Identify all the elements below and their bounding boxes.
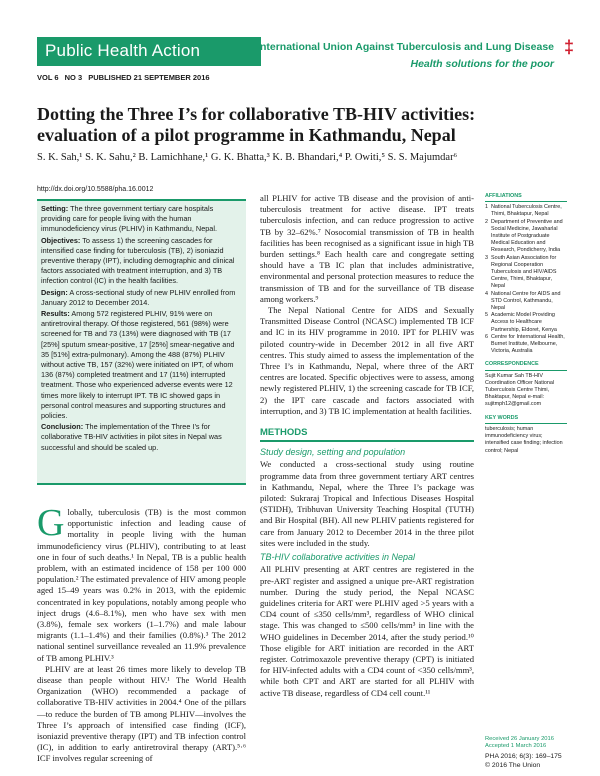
- abstract-box: [37, 199, 246, 485]
- abstract-conclusion: Conclusion: The implementation of the Three I’s for collaborative TB-HIV activities in pilot sites in Nepal was successful and should be scaled up.: [41, 422, 222, 452]
- methods-heading: METHODS: [260, 427, 474, 442]
- affiliation-item: 3 South Asian Association for Regional Cooperation Tuberculosis and HIV/AIDS Centre, Thimi, Bhaktapur, Nepal: [485, 254, 557, 290]
- intro-paragraph-4: The Nepal National Centre for AIDS and Sexually Transmitted Disease Control (NCASC) implemented TB ICF and IC in its HIV programme in 2010. IPT for PLHIV was piloted country-wide in December 2012 in all five ART centres. This study aimed to assess the implementation of the Three I’s in Kathmandu, Nepal, where three of the ART centres are located. Specific objectives were to assess, among newly registered PLHIV, 1) the screening cascade for TB ICF, 2) the IPT care cascade and factors associated with interruption, and 3) TB IC implementation at health facilities.: [260, 305, 474, 416]
- methods-paragraph-1: We conducted a cross-sectional study using routine programme data from three government tertiary ART centres in Kathmandu, Nepal, where the Three I’s package was piloted: Sukraraj Tropical and Infectious Diseases Hospital (STIDH), Tribhuvan University Teaching Hospital (TUTH) and Bir Hospital (BH). All new PLHIV patients registered for care from January 2012 to December 2014 in the three pilot sites were included in the study.: [260, 459, 474, 548]
- accepted-date: Accepted 1 March 2016: [485, 743, 547, 749]
- intro-paragraph-2: PLHIV are at least 26 times more likely to develop TB disease than people without HIV.¹ The World Health Organization (WHO) recommended a package of collaborative TB-HIV activities in 2004.⁴ One of the pillars—to reduce the burden of TB among PLHIV—involves the Three I’s approach of intensified case finding (ICF), isoniazid preventive therapy (IPT) and TB infection control (IC), in addition to early antiretroviral therapy (ART).⁵·⁶ ICF involves regular screening of: [37, 663, 246, 764]
- affiliation-item: 6 Centre for International Health, Burnet Institute, Melbourne, Victoria, Australia: [485, 333, 565, 355]
- copyright: © 2016 The Union: [485, 762, 541, 769]
- volume: VOL 6: [37, 73, 59, 82]
- org-block: [257, 41, 554, 70]
- affiliation-item: 2 Department of Preventive and Social Medicine, Jawaharlal Institute of Postgraduate Medical Education and Research, Pondicherry, India: [485, 218, 563, 254]
- journal-banner: [37, 37, 261, 66]
- keywords-text: tuberculosis; human immunodeficiency virus; intensified case finding; infection control; Nepal: [485, 425, 563, 454]
- abstract-design: Design: A cross-sectional study of new PLHIV enrolled from January 2012 to December 2014.: [41, 287, 236, 307]
- received-date: Received 26 January 2016: [485, 736, 554, 742]
- keywords-heading: KEY WORDS: [485, 415, 567, 424]
- author-list: S. K. Sah,¹ S. K. Sahu,² B. Lamichhane,¹ G. K. Bhatta,³ K. B. Bhandari,⁴ P. Owiti,⁵ S. S. Majumdar⁶: [37, 152, 458, 163]
- doi-link[interactable]: http://dx.doi.org/10.5588/pha.16.0012: [37, 186, 154, 193]
- abstract-objectives: Objectives: To assess 1) the screening cascades for intensified case finding for tuberculosis (TB), 2) isoniazid preventive therapy (IPT), including demographic and clinical factors associated with treatment interruption, and 3) TB infection control (IC) in the health facilities.: [41, 235, 235, 286]
- methods-paragraph-2: All PLHIV presenting at ART centres are registered in the pre-ART register and assigned a unique pre-ART registration number. During the study period, the Nepal NCASC guidelines criteria for ART were PLHIV aged >5 years with a CD4 count of ≤350 cells/mm³, regardless of WHO clinical stage. This was changed to ≤500 cells/mm³ in line with the WHO guidelines in December 2014, after the study period.¹⁰ Those eligible for ART initiation are recorded in the ART register. Cotrimoxazole preventive therapy (CPT) is initiated for HIV-infected adults with a CD4 count of <350 cells/mm³, while both CPT and ART are started for all PLHIV with active TB disease, regardless of CD4 cell count.¹¹: [260, 564, 474, 698]
- issue-number: NO 3: [64, 73, 83, 82]
- correspondence-text: Sujit Kumar Sah TB-HIV Coordination Officer National Tuberculosis Centre Thimi, Bhaktapur, Nepal e-mail: sujitmph12@gmail.com: [485, 372, 555, 408]
- article-title: Dotting the Three I’s for collaborative TB-HIV activities: evaluation of a pilot programme in Kathmandu, Nepal: [37, 104, 476, 145]
- subheading-study-design: Study design, setting and population: [260, 447, 406, 458]
- body-column-left: [37, 502, 246, 765]
- article-footer: [485, 736, 575, 770]
- affiliation-item: 4 National Centre for AIDS and STD Control, Kathmandu, Nepal: [485, 290, 561, 312]
- sidebar: [485, 193, 567, 455]
- drop-cap: G: [37, 502, 65, 544]
- citation: PHA 2016; 6(3): 169–175: [485, 753, 562, 760]
- affiliation-item: 1 National Tuberculosis Centre, Thimi, Bhaktapur, Nepal: [485, 204, 562, 218]
- body-column-right: [260, 193, 474, 699]
- subheading-tb-hiv: TB-HIV collaborative activities in Nepal: [260, 552, 416, 563]
- tagline: Health solutions for the poor: [410, 58, 554, 70]
- abstract-results: Results: Among 572 registered PLHIV, 91% were on antiretroviral therapy. Of those registered, 561 (98%) were screened for TB and 73 (13%) were diagnosed with TB (17 [25%] sputum smear-positive, 17 [25%] smear-negative and 35 [51%] extra-pulmonary). Among the 488 (87%) PLHIV without active TB, 157 (32%) were initiated on IPT, of whom 136 (87%) completed treatment and 17 (11%) interrupted treatment. Those who experienced adverse events were 12 times more likely to interrupt IPT. TB IC showed gaps in personal control measures and supporting structures and policies.: [41, 309, 235, 421]
- issue-line: [37, 73, 210, 82]
- intro-paragraph-1: Globally, tuberculosis (TB) is the most common opportunistic infection and leading cause of mortality in people living with the human immunodeficiency virus (PLHIV), contributing to at least one in four of such deaths.¹ In Nepal, TB is a public health problem, with an estimated incidence of 158 per 100 000 population.² The estimated prevalence of HIV among people aged 15–49 years was 0.2% in 2013, with the epidemic concentrated in key populations, notably among people who inject drugs (4.6–8.1%), men who have sex with men (3.8%), female sex workers (1–1.7%) and male labour migrants (1.1–1.4%) and their families (0.8%).³ The 2012 national sentinel surveillance revealed an 11.9% prevalence of TB among PLHIV.³: [37, 502, 246, 663]
- affiliation-item: 5 Academic Model Providing Access to Healthcare Partnership, Eldoret, Kenya: [485, 312, 557, 333]
- org-line: International Union Against Tuberculosis and Lung Disease: [257, 41, 554, 53]
- journal-title: Public Health Action: [45, 41, 201, 60]
- abstract-setting: Setting: The three government tertiary care hospitals providing care for people living with the human immunodeficiency virus (PLHIV) in Kathmandu, Nepal.: [41, 204, 218, 234]
- correspondence-heading: CORRESPONDENCE: [485, 361, 567, 370]
- published-date: PUBLISHED 21 SEPTEMBER 2016: [88, 73, 210, 82]
- double-cross-icon: ‡: [563, 37, 574, 57]
- affiliations-heading: AFFILIATIONS: [485, 193, 567, 202]
- intro-paragraph-3: all PLHIV for active TB disease and the provision of anti-tuberculosis treatment for active disease. IPT treats tuberculosis infection, and can reduce progression to active TB by 32–62%.⁷ Nosocomial transmission of TB in health facilities has been recognised as a significant issue in high TB burden settings.⁸ Each health care and congregate setting should have a TB IC plan that includes administrative, environmental and personal protection measures to reduce the transmission of TB and for the surveillance of TB disease among workers.⁹: [260, 193, 474, 304]
